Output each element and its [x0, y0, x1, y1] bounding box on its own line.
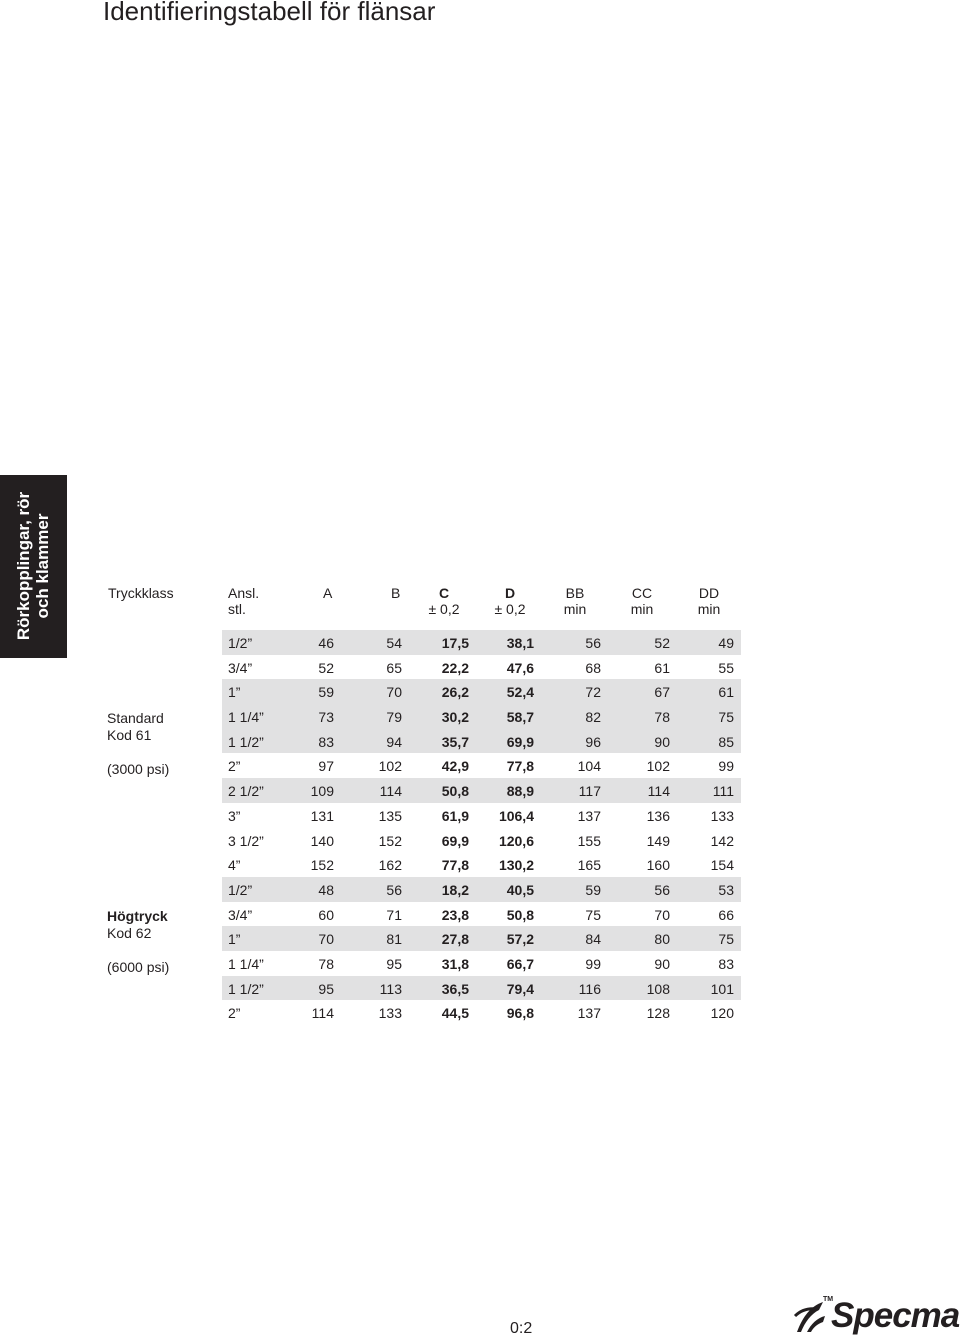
logo-tm: TM — [823, 1296, 834, 1303]
cell-a: 114 — [311, 1005, 334, 1022]
cell-a: 78 — [318, 955, 334, 972]
cell-size: 1 1/4” — [228, 955, 264, 972]
header-bb-label: BB — [565, 585, 585, 601]
cell-d: 96,8 — [506, 1005, 534, 1022]
table-row — [222, 951, 741, 976]
cell-c: 36,5 — [441, 980, 469, 997]
cell-a: 52 — [318, 659, 334, 676]
cell-b: 113 — [379, 980, 402, 997]
cell-bb: 56 — [585, 635, 601, 651]
group-hogtryck-code: Kod 62 — [107, 925, 152, 941]
cell-b: 79 — [386, 709, 402, 726]
cell-c: 35,7 — [441, 733, 469, 750]
cell-d: 79,4 — [506, 980, 534, 997]
side-tab-line-1: Rörkopplingar, rör — [14, 491, 33, 641]
cell-a: 60 — [318, 906, 334, 923]
cell-a: 46 — [318, 635, 334, 651]
table-row — [222, 753, 741, 778]
cell-size: 3 1/2” — [228, 832, 264, 849]
cell-cc: 102 — [646, 758, 670, 775]
table-row — [222, 902, 741, 927]
cell-size: 1 1/2” — [228, 733, 264, 750]
cell-dd: 99 — [718, 758, 734, 775]
cell-cc: 90 — [654, 955, 670, 972]
cell-size: 2 1/2” — [228, 783, 264, 800]
cell-dd: 75 — [718, 709, 734, 726]
cell-a: 59 — [318, 684, 334, 701]
cell-c: 69,9 — [441, 832, 469, 849]
group-hogtryck-pressure: (6000 psi) — [107, 959, 170, 975]
header-bb-min: min — [563, 601, 587, 617]
cell-dd: 154 — [710, 857, 734, 874]
cell-d: 52,4 — [506, 684, 534, 701]
cell-cc: 80 — [654, 931, 670, 948]
header-size — [228, 585, 259, 617]
cell-c: 26,2 — [441, 684, 469, 701]
cell-cc: 108 — [646, 980, 670, 997]
table-row — [222, 852, 741, 877]
page-title: Identifieringstabell för flänsar — [103, 0, 436, 26]
cell-bb: 84 — [585, 931, 601, 948]
cell-bb: 68 — [585, 659, 601, 676]
cell-bb: 59 — [585, 881, 601, 898]
cell-c: 31,8 — [441, 955, 469, 972]
header-c-label: C — [438, 585, 450, 601]
cell-dd: 133 — [710, 807, 734, 824]
cell-bb: 116 — [578, 980, 601, 997]
table-row — [222, 679, 741, 704]
cell-cc: 90 — [654, 733, 670, 750]
cell-bb: 75 — [585, 906, 601, 923]
cell-bb: 82 — [585, 709, 601, 726]
table-row — [222, 630, 741, 655]
cell-d: 58,7 — [506, 709, 534, 726]
header-dd-label: DD — [698, 585, 720, 601]
cell-dd: 85 — [718, 733, 734, 750]
cell-b: 102 — [378, 758, 402, 775]
cell-b: 70 — [386, 684, 402, 701]
cell-dd: 83 — [718, 955, 734, 972]
cell-d: 50,8 — [506, 906, 534, 923]
cell-cc: 128 — [646, 1005, 670, 1022]
cell-a: 109 — [310, 783, 334, 800]
logo-wordmark: Specma — [831, 1296, 960, 1335]
cell-b: 152 — [378, 832, 402, 849]
group-standard-pressure: (3000 psi) — [107, 761, 170, 777]
table-row — [222, 803, 741, 828]
cell-dd: 55 — [718, 659, 734, 676]
cell-size: 1” — [228, 931, 241, 948]
cell-b: 135 — [378, 807, 402, 824]
group-standard — [107, 710, 164, 744]
side-tab-line-2: och klammer — [33, 513, 52, 619]
cell-d: 57,2 — [506, 931, 534, 948]
cell-a: 131 — [310, 807, 334, 824]
cell-bb: 137 — [577, 1005, 601, 1022]
cell-d: 77,8 — [506, 758, 534, 775]
cell-d: 66,7 — [506, 955, 534, 972]
cell-a: 95 — [318, 980, 334, 997]
cell-size: 1 1/2” — [228, 980, 264, 997]
header-d — [490, 585, 530, 617]
cell-cc: 52 — [654, 635, 670, 651]
cell-b: 81 — [386, 931, 402, 948]
header-bb — [560, 585, 590, 617]
header-d-tolerance: ± 0,2 — [494, 601, 526, 617]
table-row — [222, 828, 741, 853]
header-size-line-2: stl. — [228, 601, 246, 617]
cell-cc: 78 — [654, 709, 670, 726]
cell-a: 140 — [310, 832, 334, 849]
cell-b: 54 — [386, 635, 402, 651]
cell-bb: 137 — [577, 807, 601, 824]
cell-size: 3/4” — [228, 906, 253, 923]
header-d-label: D — [504, 585, 516, 601]
cell-c: 50,8 — [441, 783, 469, 800]
cell-a: 83 — [318, 733, 334, 750]
cell-a: 73 — [318, 709, 334, 726]
cell-cc: 61 — [654, 659, 670, 676]
cell-bb: 155 — [577, 832, 601, 849]
group-standard-name: Standard — [107, 710, 164, 726]
cell-size: 2” — [228, 758, 241, 775]
cell-d: 106,4 — [498, 807, 534, 824]
header-cc-min: min — [630, 601, 654, 617]
cell-dd: 49 — [718, 635, 734, 651]
group-hogtryck — [107, 908, 168, 942]
cell-d: 130,2 — [498, 857, 534, 874]
cell-bb: 99 — [585, 955, 601, 972]
cell-c: 27,8 — [441, 931, 469, 948]
table-body — [222, 630, 741, 1025]
cell-size: 1” — [228, 684, 241, 701]
group-hogtryck-name: Högtryck — [107, 908, 168, 924]
cell-b: 56 — [386, 881, 402, 898]
specma-logo — [793, 1296, 959, 1336]
cell-a: 97 — [318, 758, 334, 775]
cell-b: 71 — [386, 906, 402, 923]
cell-dd: 61 — [718, 684, 734, 701]
cell-cc: 136 — [646, 807, 670, 824]
cell-dd: 111 — [712, 783, 734, 800]
cell-b: 94 — [386, 733, 402, 750]
header-tryckklass: Tryckklass — [108, 585, 174, 601]
cell-d: 38,1 — [506, 635, 534, 651]
cell-c: 42,9 — [441, 758, 469, 775]
cell-size: 1/2” — [228, 881, 253, 898]
cell-d: 88,9 — [506, 783, 534, 800]
cell-size: 1/2” — [228, 635, 253, 651]
cell-bb: 104 — [577, 758, 601, 775]
cell-cc: 114 — [647, 783, 670, 800]
header-a: A — [323, 585, 333, 601]
cell-dd: 53 — [718, 881, 734, 898]
cell-size: 3/4” — [228, 659, 253, 676]
cell-cc: 160 — [646, 857, 670, 874]
header-b: B — [391, 585, 401, 601]
cell-bb: 165 — [577, 857, 601, 874]
header-dd — [694, 585, 724, 617]
page-number: 0:2 — [510, 1320, 533, 1337]
cell-size: 4” — [228, 857, 241, 874]
table-row — [222, 976, 741, 1001]
cell-c: 23,8 — [441, 906, 469, 923]
cell-bb: 72 — [585, 684, 601, 701]
table-row — [222, 877, 741, 902]
cell-d: 69,9 — [506, 733, 534, 750]
cell-b: 114 — [379, 783, 402, 800]
cell-c: 77,8 — [441, 857, 469, 874]
cell-dd: 120 — [710, 1005, 734, 1022]
cell-c: 44,5 — [441, 1005, 469, 1022]
cell-bb: 96 — [585, 733, 601, 750]
table-row — [222, 655, 741, 680]
cell-c: 30,2 — [441, 709, 469, 726]
side-tab — [0, 475, 67, 658]
header-cc-label: CC — [631, 585, 653, 601]
header-size-line-1: Ansl. — [228, 585, 260, 601]
cell-c: 22,2 — [441, 659, 469, 676]
cell-c: 17,5 — [441, 635, 469, 651]
cell-c: 18,2 — [441, 881, 469, 898]
header-cc — [627, 585, 657, 617]
cell-d: 47,6 — [506, 659, 534, 676]
cell-b: 133 — [378, 1005, 402, 1022]
cell-a: 152 — [310, 857, 334, 874]
cell-dd: 142 — [710, 832, 734, 849]
cell-size: 1 1/4” — [228, 709, 264, 726]
group-standard-code: Kod 61 — [107, 727, 152, 743]
cell-cc: 67 — [654, 684, 670, 701]
cell-size: 3” — [228, 807, 241, 824]
table-row — [222, 704, 741, 729]
table-row — [222, 926, 741, 951]
table-row — [222, 1000, 741, 1025]
table-row — [222, 729, 741, 754]
cell-b: 95 — [386, 955, 402, 972]
header-dd-min: min — [697, 601, 721, 617]
cell-c: 61,9 — [441, 807, 469, 824]
cell-cc: 149 — [646, 832, 670, 849]
cell-b: 65 — [386, 659, 402, 676]
cell-a: 70 — [318, 931, 334, 948]
cell-dd: 75 — [718, 931, 734, 948]
cell-cc: 70 — [654, 906, 670, 923]
cell-dd: 101 — [710, 980, 734, 997]
cell-d: 120,6 — [498, 832, 534, 849]
cell-b: 162 — [378, 857, 402, 874]
cell-dd: 66 — [718, 906, 734, 923]
cell-cc: 56 — [654, 881, 670, 898]
header-c — [424, 585, 464, 617]
cell-bb: 117 — [578, 783, 601, 800]
side-tab-label — [14, 492, 52, 640]
cell-size: 2” — [228, 1005, 241, 1022]
table-row — [222, 778, 741, 803]
cell-d: 40,5 — [506, 881, 534, 898]
cell-a: 48 — [318, 881, 334, 898]
header-c-tolerance: ± 0,2 — [428, 601, 460, 617]
